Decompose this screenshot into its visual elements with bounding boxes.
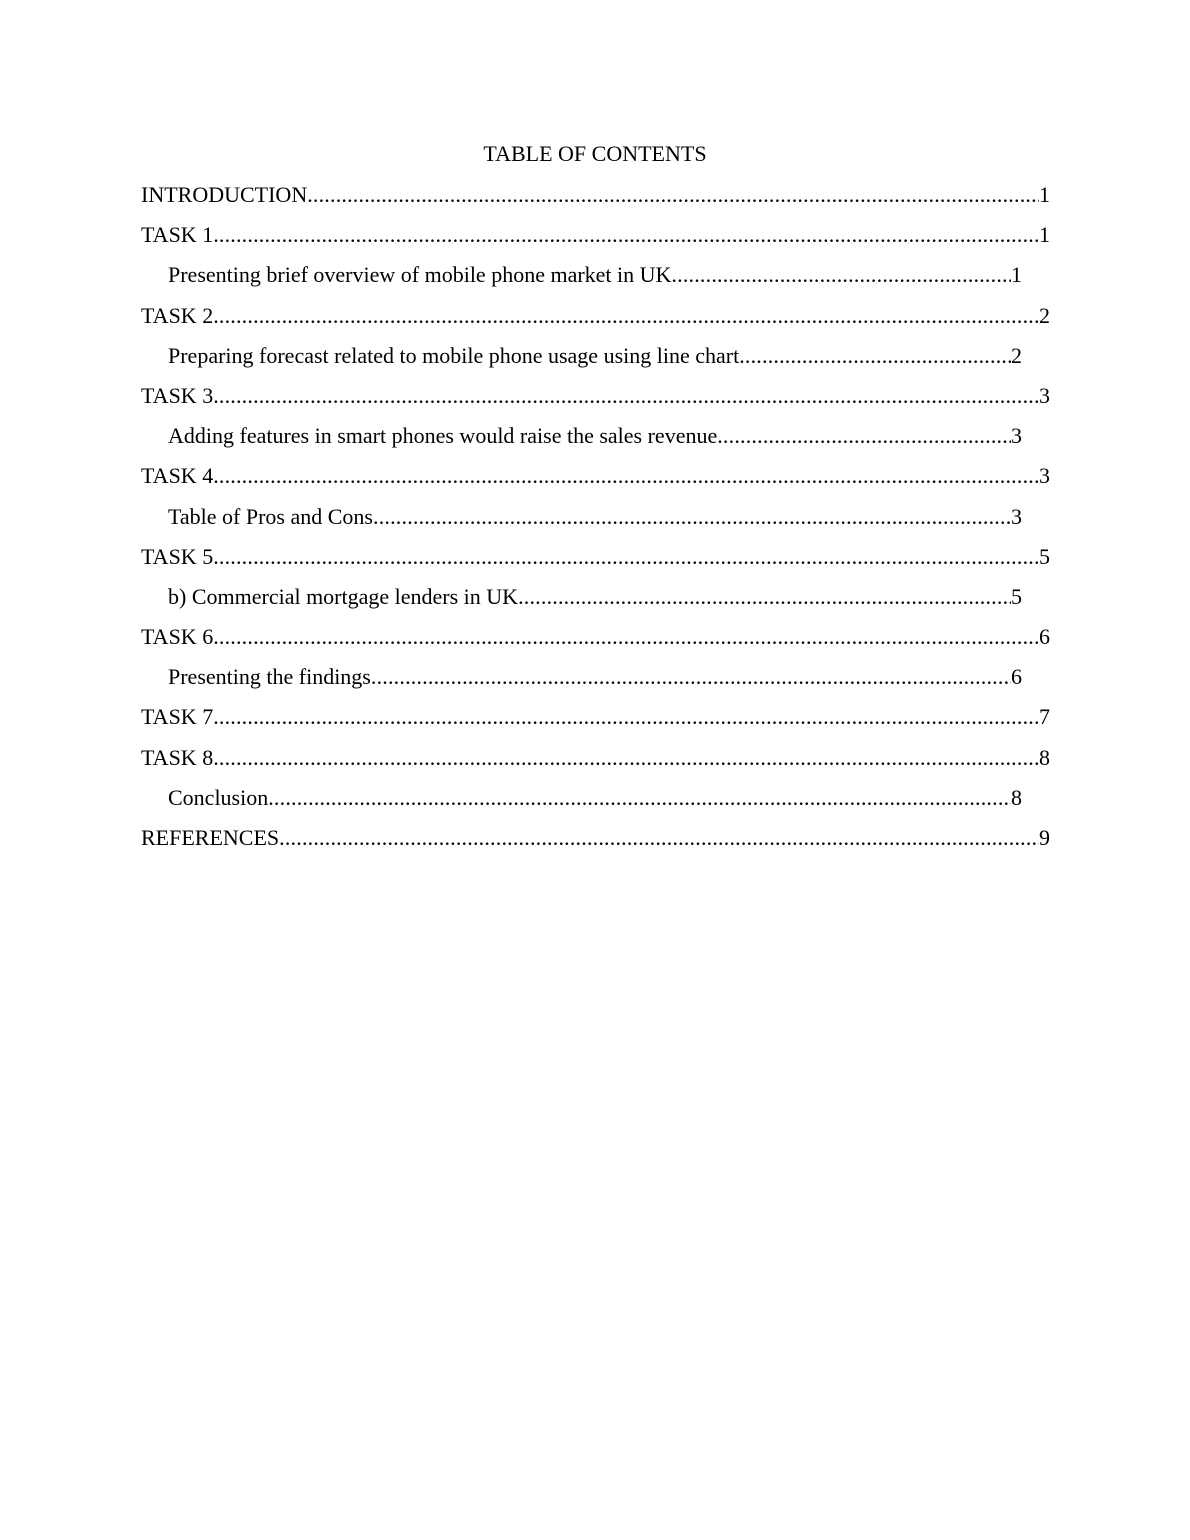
toc-entry[interactable] bbox=[0, 461, 1190, 501]
toc-entry-row bbox=[141, 744, 1050, 772]
toc-entry[interactable] bbox=[0, 542, 1190, 582]
toc-entry-label: Presenting brief overview of mobile phone market in UK bbox=[168, 262, 672, 288]
toc-entry-page-number: 9 bbox=[1039, 825, 1050, 850]
toc-entry[interactable] bbox=[0, 743, 1190, 783]
toc-entry-page-number: 3 bbox=[1039, 463, 1050, 489]
toc-entry-row bbox=[141, 181, 1050, 209]
toc-dot-leader bbox=[213, 382, 1039, 410]
toc-entry-page-number: 6 bbox=[1011, 664, 1022, 690]
toc-entry-page-number: 2 bbox=[1039, 302, 1050, 328]
toc-dot-leader bbox=[307, 181, 1039, 209]
toc-entry-row bbox=[141, 221, 1050, 249]
toc-entry-label: REFERENCES bbox=[141, 825, 280, 850]
toc-entry-page-number: 3 bbox=[1011, 423, 1022, 449]
toc-dot-leader bbox=[213, 543, 1039, 571]
toc-dot-leader bbox=[213, 221, 1039, 249]
toc-dot-leader bbox=[717, 422, 1011, 450]
toc-entry-page-number: 8 bbox=[1011, 784, 1022, 810]
toc-subentry[interactable] bbox=[0, 662, 1190, 702]
toc-entry-row bbox=[168, 583, 1022, 611]
toc-dot-leader bbox=[518, 583, 1011, 611]
toc-entry-row bbox=[141, 703, 1050, 731]
toc-subentry[interactable] bbox=[0, 783, 1190, 823]
toc-entry-label: TASK 2 bbox=[141, 302, 214, 328]
toc-entry[interactable] bbox=[0, 220, 1190, 260]
toc-entry-label: INTRODUCTION bbox=[141, 182, 308, 207]
toc-entry-page-number: 1 bbox=[1039, 182, 1050, 207]
toc-entry-page-number: 3 bbox=[1039, 382, 1050, 408]
toc-entry-page-number: 8 bbox=[1039, 744, 1050, 770]
toc-entry-page-number: 5 bbox=[1039, 543, 1050, 569]
toc-entry-label: b) Commercial mortgage lenders in UK bbox=[168, 583, 519, 609]
toc-entry[interactable] bbox=[0, 381, 1190, 421]
toc-entry-row bbox=[168, 342, 1022, 370]
toc-entry-row bbox=[168, 784, 1022, 812]
toc-dot-leader bbox=[213, 744, 1039, 772]
toc-entry-row bbox=[168, 663, 1022, 691]
toc-entry-label: TASK 7 bbox=[141, 704, 214, 730]
toc-entry-label: Preparing forecast related to mobile phone usage using line chart bbox=[168, 342, 740, 368]
toc-title: TABLE OF CONTENTS bbox=[483, 141, 707, 166]
toc-entry-page-number: 2 bbox=[1011, 342, 1022, 368]
toc-entry-page-number: 6 bbox=[1039, 624, 1050, 650]
toc-dot-leader bbox=[671, 261, 1011, 289]
toc-entry-row bbox=[141, 462, 1050, 490]
toc-entry-row bbox=[168, 503, 1022, 531]
toc-entry-row bbox=[141, 382, 1050, 410]
toc-dot-leader bbox=[213, 623, 1039, 651]
toc-entry-label: Presenting the findings bbox=[168, 664, 371, 690]
toc-subentry[interactable] bbox=[0, 421, 1190, 461]
toc-entry[interactable] bbox=[0, 702, 1190, 742]
toc-entry-label: Conclusion bbox=[168, 784, 269, 810]
toc-entry-page-number: 1 bbox=[1039, 222, 1050, 248]
toc-dot-leader bbox=[739, 342, 1011, 370]
toc-subentry[interactable] bbox=[0, 582, 1190, 622]
toc-entry-page-number: 7 bbox=[1039, 704, 1050, 730]
toc-entry-label: TASK 6 bbox=[141, 624, 214, 650]
toc-entry-label: TASK 3 bbox=[141, 382, 214, 408]
toc-entry-row bbox=[141, 824, 1050, 852]
toc-dot-leader bbox=[371, 663, 1011, 691]
toc-entry-label: TASK 4 bbox=[141, 463, 214, 489]
toc-entry-page-number: 5 bbox=[1011, 583, 1022, 609]
toc-entry-row bbox=[168, 422, 1022, 450]
toc-dot-leader bbox=[213, 462, 1039, 490]
toc-subentry[interactable] bbox=[0, 502, 1190, 542]
toc-dot-leader bbox=[268, 784, 1011, 812]
toc-entry[interactable] bbox=[0, 823, 1190, 863]
toc-entry-label: TASK 1 bbox=[141, 222, 214, 248]
toc-entry-label: Table of Pros and Cons bbox=[168, 503, 373, 529]
toc-entry-page-number: 1 bbox=[1011, 262, 1022, 288]
toc-entry-label: TASK 8 bbox=[141, 744, 214, 770]
toc-dot-leader bbox=[279, 824, 1039, 852]
toc-entry[interactable] bbox=[0, 301, 1190, 341]
toc-entry[interactable] bbox=[0, 180, 1190, 220]
toc-entry-label: Adding features in smart phones would raise the sales revenue bbox=[168, 423, 718, 449]
toc-subentry[interactable] bbox=[0, 341, 1190, 381]
toc-subentry[interactable] bbox=[0, 260, 1190, 300]
toc-dot-leader bbox=[213, 703, 1039, 731]
toc-dot-leader bbox=[373, 503, 1011, 531]
toc-entry-page-number: 3 bbox=[1011, 503, 1022, 529]
toc-list bbox=[0, 180, 1190, 863]
toc-entry-row bbox=[141, 302, 1050, 330]
toc-entry-row bbox=[141, 543, 1050, 571]
toc-entry[interactable] bbox=[0, 622, 1190, 662]
toc-entry-label: TASK 5 bbox=[141, 543, 214, 569]
toc-dot-leader bbox=[213, 302, 1039, 330]
toc-entry-row bbox=[141, 623, 1050, 651]
toc-entry-row bbox=[168, 261, 1022, 289]
